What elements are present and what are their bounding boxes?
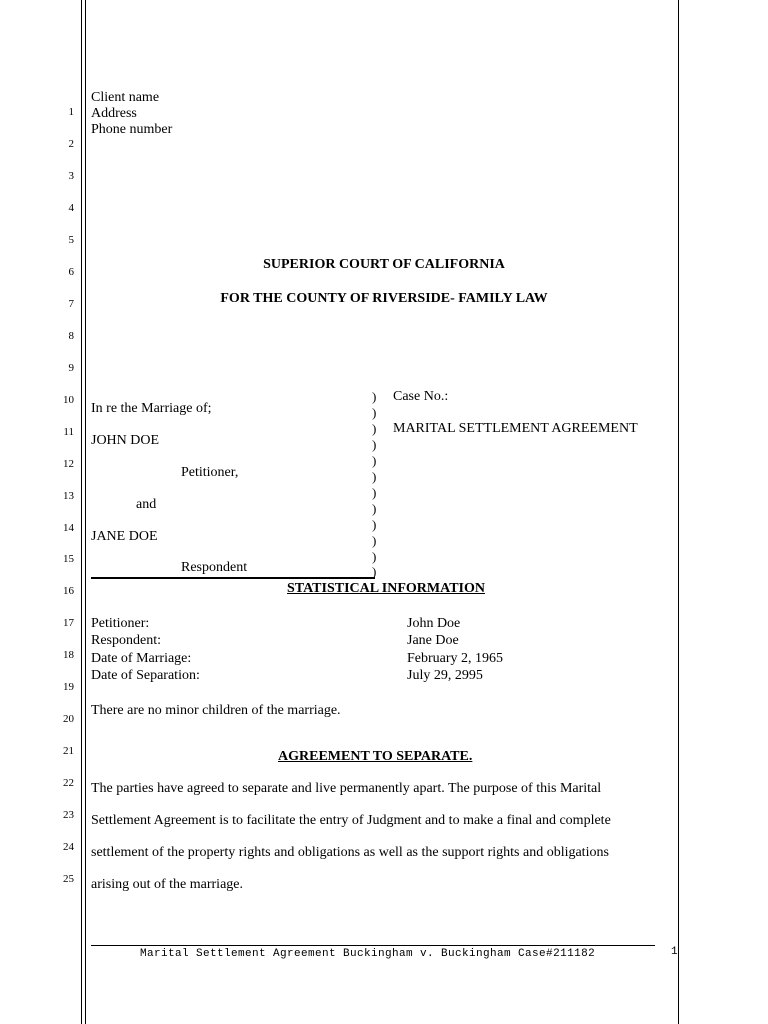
stat-value: February 2, 1965 xyxy=(407,651,504,666)
stat-label: Date of Marriage: xyxy=(91,651,192,666)
line-number: 11 xyxy=(63,426,74,438)
line-number: 2 xyxy=(68,138,74,150)
line-number: 20 xyxy=(63,713,74,725)
agreement-line: The parties have agreed to separate and live permanently apart. The purpose of this Marital xyxy=(91,781,602,796)
caption-paren: ) xyxy=(372,469,377,484)
caption-respondent-label: Respondent xyxy=(181,560,248,575)
caption-paren: ) xyxy=(372,533,377,548)
client-address: Address xyxy=(91,106,137,121)
court-county: FOR THE COUNTY OF RIVERSIDE- FAMILY LAW xyxy=(220,291,548,306)
case-number-label: Case No.: xyxy=(393,389,449,404)
caption-paren: ) xyxy=(372,389,377,404)
court-name: SUPERIOR COURT OF CALIFORNIA xyxy=(263,257,505,272)
line-number: 21 xyxy=(63,745,74,757)
stat-label: Petitioner: xyxy=(91,616,150,631)
line-number: 1 xyxy=(68,106,74,118)
line-number: 16 xyxy=(63,585,74,597)
line-number: 23 xyxy=(63,809,74,821)
left-margin-rule-outer xyxy=(81,0,82,1024)
line-number: 10 xyxy=(63,394,74,406)
line-number: 25 xyxy=(63,873,74,885)
stat-value: July 29, 2995 xyxy=(407,668,483,683)
line-number: 8 xyxy=(68,330,74,342)
line-number: 9 xyxy=(68,362,74,374)
line-number: 5 xyxy=(68,234,74,246)
line-number: 13 xyxy=(63,490,74,502)
caption-and: and xyxy=(136,497,157,512)
line-number: 19 xyxy=(63,681,74,693)
caption-respondent-name: JANE DOE xyxy=(91,529,158,544)
line-number: 15 xyxy=(63,553,74,565)
stat-label: Respondent: xyxy=(91,633,161,648)
line-number: 17 xyxy=(63,617,74,629)
footer-caption: Marital Settlement Agreement Buckingham v. Buckingham Case#211182 xyxy=(140,948,596,960)
line-number: 7 xyxy=(68,298,74,310)
caption-petitioner-label: Petitioner, xyxy=(181,465,239,480)
stat-label: Date of Separation: xyxy=(91,668,200,683)
caption-paren: ) xyxy=(372,517,377,532)
line-number: 12 xyxy=(63,458,74,470)
caption-paren: ) xyxy=(372,437,377,452)
caption-paren: ) xyxy=(372,485,377,500)
line-number: 18 xyxy=(63,649,74,661)
agreement-heading: AGREEMENT TO SEPARATE. xyxy=(278,749,473,764)
footer-rule xyxy=(91,945,655,946)
line-number: 6 xyxy=(68,266,74,278)
agreement-line: settlement of the property rights and obligations as well as the support rights and obligations xyxy=(91,845,609,860)
client-phone: Phone number xyxy=(91,122,173,137)
caption-paren: ) xyxy=(372,549,377,564)
caption-paren: ) xyxy=(372,453,377,468)
left-margin-rule-inner xyxy=(85,0,86,1024)
caption-divider xyxy=(91,577,375,579)
caption-petitioner-name: JOHN DOE xyxy=(91,433,160,448)
children-note: There are no minor children of the marriage. xyxy=(91,703,341,718)
caption-paren: ) xyxy=(372,421,377,436)
right-margin-rule xyxy=(678,0,679,1024)
caption-paren: ) xyxy=(372,501,377,516)
document-title: MARITAL SETTLEMENT AGREEMENT xyxy=(393,421,638,436)
stat-value: Jane Doe xyxy=(407,633,459,648)
page-number: 1 xyxy=(671,946,679,958)
caption-paren: ) xyxy=(372,564,377,579)
line-number: 3 xyxy=(68,170,74,182)
agreement-line: Settlement Agreement is to facilitate the entry of Judgment and to make a final and complete xyxy=(91,813,611,828)
stat-value: John Doe xyxy=(407,616,461,631)
caption-paren: ) xyxy=(372,405,377,420)
line-number: 22 xyxy=(63,777,74,789)
agreement-line: arising out of the marriage. xyxy=(91,877,244,892)
caption-in-re: In re the Marriage of; xyxy=(91,401,212,416)
statistical-heading: STATISTICAL INFORMATION xyxy=(287,581,485,596)
line-number: 14 xyxy=(63,522,74,534)
client-name: Client name xyxy=(91,90,160,105)
line-number: 24 xyxy=(63,841,74,853)
line-number: 4 xyxy=(68,202,74,214)
